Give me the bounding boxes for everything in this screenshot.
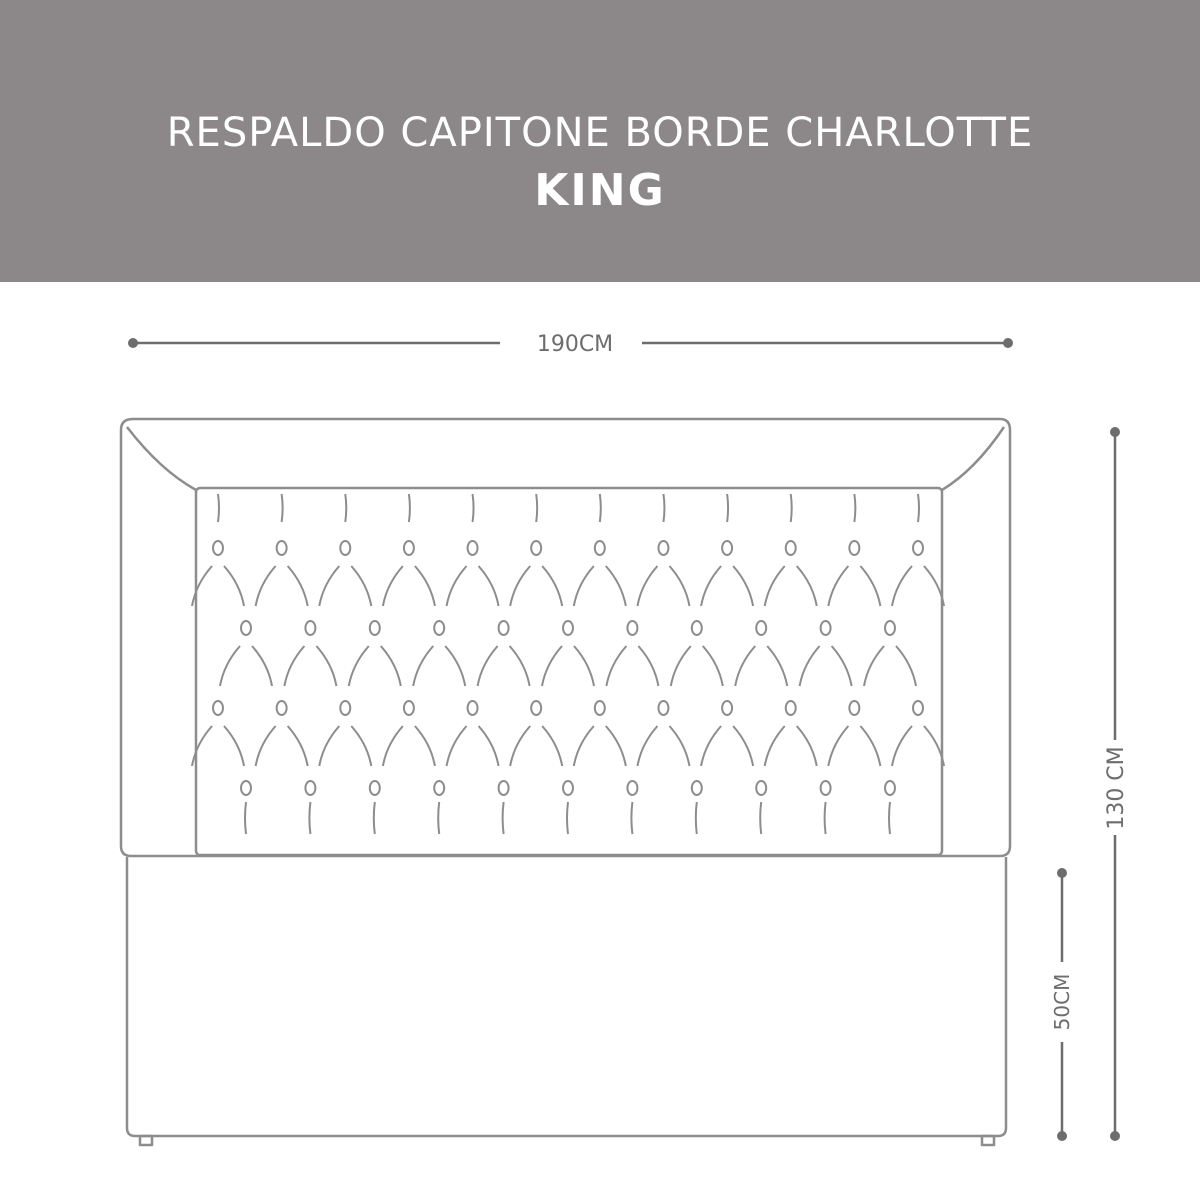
diagonal-pleat xyxy=(735,646,755,686)
tufting-button xyxy=(595,701,605,715)
diagonal-pleat xyxy=(574,566,594,606)
top-pleat xyxy=(854,494,855,522)
tufting-button xyxy=(722,701,732,715)
diagonal-pleat xyxy=(445,646,465,686)
top-pleat xyxy=(663,494,664,522)
height-end-dot-top xyxy=(1110,427,1120,437)
diagonal-pleat xyxy=(447,726,467,766)
diagonal-pleat xyxy=(288,726,308,766)
base-end-dot-top xyxy=(1057,868,1067,878)
diagonal-pleat xyxy=(381,646,401,686)
tufting-button xyxy=(499,621,509,635)
tufting-button xyxy=(756,621,766,635)
diagonal-pleat xyxy=(896,646,916,686)
diagonal-pleat xyxy=(351,566,371,606)
tufting-button xyxy=(434,621,444,635)
top-pleat xyxy=(282,494,283,522)
tufting-button xyxy=(786,701,796,715)
tufting-button xyxy=(658,701,668,715)
tufting-button xyxy=(468,541,478,555)
bottom-pleat xyxy=(309,802,310,834)
headboard-frame xyxy=(121,419,1010,856)
tufting-button xyxy=(692,621,702,635)
width-label: 190CM xyxy=(536,332,614,357)
tufting-button xyxy=(786,541,796,555)
diagonal-pleat xyxy=(797,566,817,606)
diagonal-pleat xyxy=(510,566,530,606)
tufting-button xyxy=(722,541,732,555)
tufting-button xyxy=(213,701,223,715)
diagonal-pleat xyxy=(765,726,785,766)
bottom-pleat xyxy=(889,802,890,834)
tufting-button xyxy=(563,621,573,635)
diagonal-pleat xyxy=(892,566,912,606)
bottom-pleat xyxy=(825,802,826,834)
diagonal-pleat xyxy=(316,646,336,686)
diagonal-pleat xyxy=(671,646,691,686)
top-pleat xyxy=(600,494,601,522)
diagonal-pleat xyxy=(349,646,369,686)
base-end-dot-bottom xyxy=(1057,1131,1067,1141)
diagonal-pleat xyxy=(574,646,594,686)
diagonal-pleat xyxy=(479,726,499,766)
diagonal-pleat xyxy=(224,566,244,606)
diagonal-pleat xyxy=(351,726,371,766)
width-end-dot-left xyxy=(128,338,138,348)
diagonal-pleat xyxy=(701,566,721,606)
tufting-button xyxy=(340,541,350,555)
diagonal-pleat xyxy=(606,646,626,686)
diagonal-pleat xyxy=(828,566,848,606)
total-height-label: 130 CM xyxy=(1104,746,1129,830)
bottom-pleat xyxy=(567,802,568,834)
diagonal-pleat xyxy=(224,726,244,766)
top-pleat xyxy=(218,494,219,522)
tufting-button xyxy=(692,781,702,795)
diagonal-pleat xyxy=(542,646,562,686)
diagonal-pleat xyxy=(733,566,753,606)
tufting-button xyxy=(340,701,350,715)
tufting-button xyxy=(370,621,380,635)
diagonal-pleat xyxy=(860,726,880,766)
diagonal-pleat xyxy=(606,726,626,766)
diagonal-pleat xyxy=(319,726,339,766)
bottom-pleat xyxy=(760,802,761,834)
tufting-button xyxy=(756,781,766,795)
tufting-button xyxy=(468,701,478,715)
bottom-pleat xyxy=(374,802,375,834)
diagonal-pleat xyxy=(319,566,339,606)
top-pleat xyxy=(918,494,919,522)
diagonal-pleat xyxy=(479,566,499,606)
tufting-button xyxy=(370,781,380,795)
diagonal-pleat xyxy=(606,566,626,606)
bottom-pleat xyxy=(245,802,246,834)
base-height-dimension xyxy=(1050,868,1074,1141)
leg-left xyxy=(140,1136,152,1145)
diagonal-pleat xyxy=(288,566,308,606)
diagonal-pleat xyxy=(864,646,884,686)
bottom-pleat xyxy=(503,802,504,834)
tufting-button xyxy=(404,701,414,715)
tufting-button xyxy=(849,701,859,715)
diagonal-pleat xyxy=(415,566,435,606)
tufting-button xyxy=(627,781,637,795)
diagonal-pleat xyxy=(669,566,689,606)
diagonal-pleat xyxy=(383,726,403,766)
tufting-button xyxy=(658,541,668,555)
tufting-button xyxy=(434,781,444,795)
tufting-button xyxy=(849,541,859,555)
diagonal-pleat xyxy=(669,726,689,766)
diagonal-pleat xyxy=(638,646,658,686)
diagonal-pleat xyxy=(542,566,562,606)
diagonal-pleat xyxy=(832,646,852,686)
diagonal-pleat xyxy=(637,566,657,606)
tufting-button xyxy=(499,781,509,795)
tufting-button xyxy=(531,701,541,715)
diagonal-pleat xyxy=(828,726,848,766)
diagonal-pleat xyxy=(383,566,403,606)
diagonal-pleat xyxy=(860,566,880,606)
diagonal-pleat xyxy=(447,566,467,606)
tufting-button xyxy=(821,621,831,635)
diagonal-pleat xyxy=(284,646,304,686)
tufting-button xyxy=(913,701,923,715)
diagonal-pleat xyxy=(220,646,240,686)
diagonal-pleat xyxy=(478,646,498,686)
frame-corner-top-right xyxy=(942,427,1004,490)
tufting-button xyxy=(885,621,895,635)
diagonal-pleat xyxy=(765,566,785,606)
width-end-dot-right xyxy=(1003,338,1013,348)
diagonal-pleat xyxy=(415,726,435,766)
product-size: KING xyxy=(534,165,666,216)
tufting-button xyxy=(213,541,223,555)
bottom-pleat xyxy=(631,802,632,834)
tufting-button xyxy=(305,781,315,795)
diagonal-pleat xyxy=(256,566,276,606)
tufting-button xyxy=(241,621,251,635)
tufting-button xyxy=(821,781,831,795)
top-pleat xyxy=(791,494,792,522)
tufting-button xyxy=(404,541,414,555)
diagonal-pleat xyxy=(542,726,562,766)
tufting-button xyxy=(913,541,923,555)
diagonal-pleat xyxy=(510,646,530,686)
diagonal-pleat xyxy=(510,726,530,766)
product-title: RESPALDO CAPITONE BORDE CHARLOTTE xyxy=(166,110,1034,156)
tufting-button xyxy=(627,621,637,635)
top-pleat xyxy=(727,494,728,522)
diagonal-pleat xyxy=(574,726,594,766)
tufting-button xyxy=(277,541,287,555)
top-pleat xyxy=(409,494,410,522)
diagonal-pleat xyxy=(701,726,721,766)
tufting-button xyxy=(305,621,315,635)
base-height-label: 50CM xyxy=(1050,973,1074,1031)
diagonal-pleat xyxy=(256,726,276,766)
tufting-pattern xyxy=(192,494,944,834)
bottom-pleat xyxy=(696,802,697,834)
top-pleat xyxy=(536,494,537,522)
leg-right xyxy=(982,1136,994,1145)
tufting-button xyxy=(563,781,573,795)
tufting-button xyxy=(531,541,541,555)
diagonal-pleat xyxy=(413,646,433,686)
tufting-button xyxy=(277,701,287,715)
diagonal-pleat xyxy=(797,726,817,766)
bottom-pleat xyxy=(438,802,439,834)
headboard-base xyxy=(127,857,1006,1136)
tufted-panel xyxy=(196,488,942,855)
tufting-button xyxy=(241,781,251,795)
diagonal-pleat xyxy=(800,646,820,686)
height-dimension xyxy=(1104,427,1129,1141)
diagonal-pleat xyxy=(703,646,723,686)
top-pleat xyxy=(345,494,346,522)
diagonal-pleat xyxy=(767,646,787,686)
tufting-button xyxy=(885,781,895,795)
diagonal-pleat xyxy=(892,726,912,766)
height-end-dot-bottom xyxy=(1110,1131,1120,1141)
diagonal-pleat xyxy=(637,726,657,766)
top-pleat xyxy=(473,494,474,522)
diagonal-pleat xyxy=(252,646,272,686)
frame-corner-top-left xyxy=(127,427,196,490)
tufting-button xyxy=(595,541,605,555)
diagonal-pleat xyxy=(733,726,753,766)
width-dimension xyxy=(128,332,1013,357)
